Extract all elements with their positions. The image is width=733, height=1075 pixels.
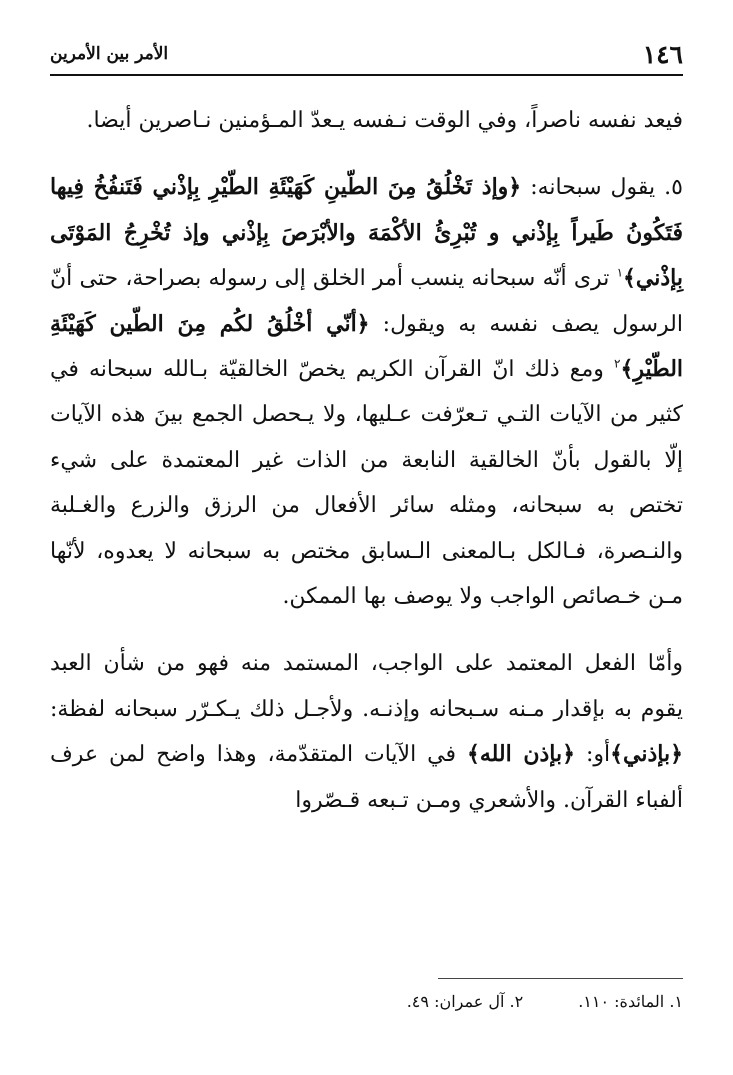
paragraph-3-part2: في الآيات المتقدّمة، وهذا واضح لمن عرف ألفباء القرآن. والأشعري ومـن تـبعه قـصّروا [50,742,683,813]
footnote-mark-1: ١ [616,265,624,280]
footnote-divider [438,978,683,979]
footnote-1: ١. المائدة: ١١٠. [578,992,683,1011]
quran-word-biidhnillah: ﴿بإذن الله﴾ [466,741,576,768]
paragraph-1-text: فيعد نفسه ناصراً، وفي الوقت نـفسه يـعدّ المـؤمنين نـاصرين أيضا. [86,108,683,133]
paragraph-2-middle: ترى أنّه سبحانه ينسب أمر الخلق إلى رسوله بصراحة، حتى أنّ الرسول يصف نفسه به ويقول: [50,266,683,337]
quran-quote-maidah: ﴿وإذ تَخْلُقُ مِنَ الطّينِ كَهَيْئَةِ الطّيْرِ بِإذْني فَتَنفُخُ فِيها فَتَكُونُ طَيراً بِإذْني و تُبْرِئُ الأكْمَهَ والأبْرَصَ بِإذْني وإذ تُخْرِجُ المَوْتَى بِإذْني﴾ [50,174,683,292]
paragraph-2-rest: ومع ذلك انّ القرآن الكريم يخصّ الخالقيّة بـالله سبحانه في كثير من الآيات التـي تـعرّفت عـليها، ولا يـحصل الجمع بينَ هذه الآيات إلّا بالقول بأنّ الخالقية النابعة من الذات غير المعتمدة على شيء تختص به سبحانه، ومثله سائر الأفعال من الرزق والزرع والغـلبة والنـصرة، فـالكل بـالمعنى الـسابق مختص به سبحانه لا يعدوه، لأنّها مـن خـصائص الواجب ولا يوصف بها الممكن. [50,357,683,610]
paragraph-3-or: أو: [575,742,611,768]
page-number: ١٤٦ [642,39,683,69]
quran-word-biidhni: ﴿بإذني﴾ [610,741,683,768]
quran-quote-imran: ﴿أنّي أخْلُقُ لكُم مِنَ الطّين كَهَيْئَةِ الطّيْرِ﴾ [50,310,684,383]
footnote-2: ٢. آل عمران: ٤٩. [406,992,524,1011]
paragraph-1 [50,98,683,143]
paragraph-3 [50,641,683,823]
running-title: الأمر بين الأمرين [50,44,169,64]
footnote-mark-2: ٢ [614,356,621,371]
page-header [50,34,683,76]
paragraph-2 [50,165,683,619]
paragraph-2-intro: ٥. يقول سبحانه: [521,175,683,201]
footnotes [50,992,683,1011]
body-text [50,98,683,823]
paragraph-3-part1: وأمّا الفعل المعتمد على الواجب، المستمد منه فهو من شأن العبد يقوم به بإقدار مـنه سـبحانه وإذنـه. ولأجـل ذلك يـكـرّر سبحانه لفظة: [50,651,683,722]
